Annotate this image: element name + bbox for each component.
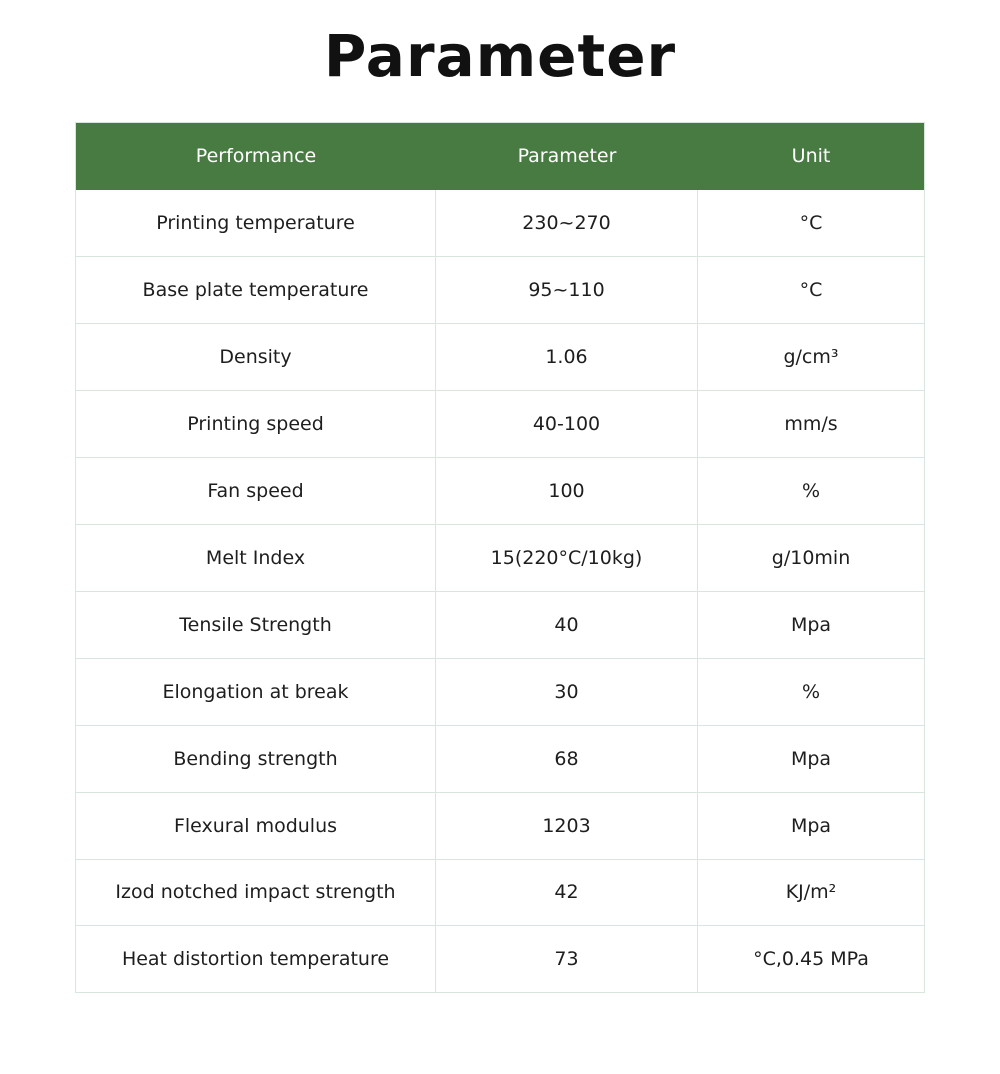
cell-parameter: 1.06 xyxy=(436,324,698,390)
table-row xyxy=(76,524,924,591)
cell-performance: Base plate temperature xyxy=(76,257,436,323)
cell-unit: °C,0.45 MPa xyxy=(753,948,869,971)
cell-performance: Bending strength xyxy=(76,726,436,792)
page-title: Parameter xyxy=(323,22,677,90)
cell-parameter: 1203 xyxy=(436,793,698,859)
cell-parameter: 42 xyxy=(436,860,698,926)
cell-performance: Printing speed xyxy=(76,391,436,457)
cell-parameter: 73 xyxy=(436,926,698,992)
table-row xyxy=(76,256,924,323)
table-row xyxy=(76,925,924,992)
cell-performance: Printing temperature xyxy=(76,190,436,257)
table-row xyxy=(76,457,924,524)
cell-parameter: 68 xyxy=(436,726,698,792)
cell-parameter: 15(220°C/10kg) xyxy=(436,525,698,591)
cell-performance: Izod notched impact strength xyxy=(76,860,436,926)
cell-parameter: 40-100 xyxy=(436,391,698,457)
table-row xyxy=(76,591,924,658)
cell-performance: Tensile Strength xyxy=(76,592,436,658)
column-header-performance: Performance xyxy=(195,145,317,168)
cell-performance: Flexural modulus xyxy=(76,793,436,859)
table-row xyxy=(76,658,924,725)
cell-unit: g/cm³ xyxy=(783,346,839,369)
cell-performance: Melt Index xyxy=(76,525,436,591)
cell-unit: Mpa xyxy=(790,814,832,837)
table-row xyxy=(76,859,924,926)
cell-unit: Mpa xyxy=(790,613,832,636)
cell-unit: Mpa xyxy=(790,747,832,770)
cell-performance: Heat distortion temperature xyxy=(76,926,436,992)
cell-performance: Elongation at break xyxy=(76,659,436,725)
cell-parameter: 30 xyxy=(436,659,698,725)
cell-unit: g/10min xyxy=(771,546,851,569)
cell-unit: % xyxy=(801,480,821,503)
table-row xyxy=(76,390,924,457)
table-header-row xyxy=(76,123,924,190)
cell-parameter: 100 xyxy=(436,458,698,524)
cell-performance: Fan speed xyxy=(76,458,436,524)
cell-unit: °C xyxy=(799,279,823,302)
cell-unit: °C xyxy=(799,212,823,235)
table-row xyxy=(76,190,924,257)
table-row xyxy=(76,323,924,390)
cell-unit: KJ/m² xyxy=(785,881,837,904)
table-row xyxy=(76,725,924,792)
column-header-parameter: Parameter xyxy=(517,145,617,168)
cell-parameter: 95~110 xyxy=(436,257,698,323)
cell-unit: mm/s xyxy=(784,413,838,436)
cell-parameter: 230~270 xyxy=(436,190,698,257)
cell-parameter: 40 xyxy=(436,592,698,658)
cell-performance: Density xyxy=(76,324,436,390)
cell-unit: % xyxy=(801,680,821,703)
column-header-unit: Unit xyxy=(791,145,831,168)
parameter-table xyxy=(75,122,925,994)
table-row xyxy=(76,792,924,859)
